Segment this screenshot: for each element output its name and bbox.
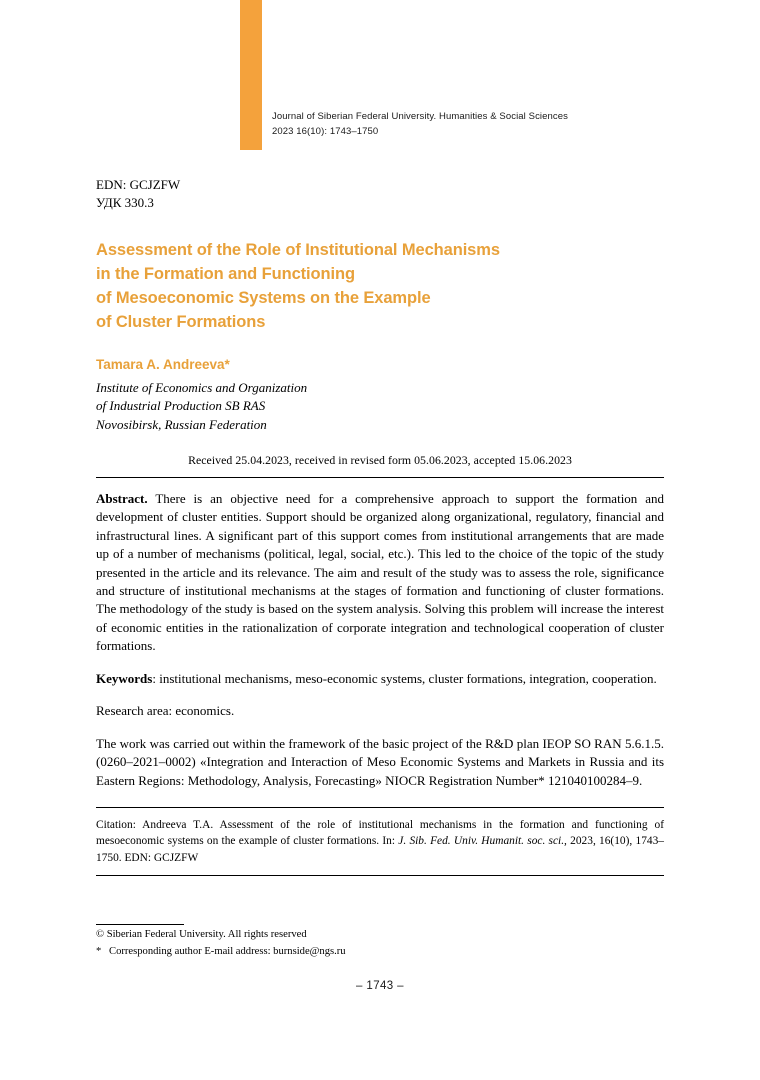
divider-above-abstract [96, 477, 664, 478]
article-title-line-2: in the Formation and Functioning [96, 264, 355, 283]
copyright-note: © Siberian Federal University. All rights reserved [96, 929, 307, 940]
keywords-paragraph [96, 670, 664, 688]
citation-block [96, 817, 664, 866]
article-title-line-3: of Mesoeconomic Systems on the Example [96, 288, 431, 307]
research-area: Research area: economics. [96, 703, 235, 719]
edn-code: EDN: GCJZFW [96, 177, 181, 192]
received-dates: Received 25.04.2023, received in revised form 05.06.2023, accepted 15.06.2023 [188, 452, 572, 467]
journal-issue-line: 2023 16(10): 1743–1750 [272, 125, 379, 137]
article-title [96, 239, 664, 335]
keywords-label: Keywords [96, 670, 153, 686]
divider-below-citation [96, 875, 664, 876]
affiliation-line-2: of Industrial Production SB RAS [96, 398, 266, 414]
footnote-separator [96, 924, 184, 925]
footnote-star-marker: * [96, 946, 102, 958]
abstract-label: Abstract. [96, 490, 148, 506]
article-content [96, 0, 664, 876]
affiliation-line-1: Institute of Economics and Organization [96, 379, 308, 395]
affiliation-line-3: Novosibirsk, Russian Federation [96, 417, 267, 433]
corresponding-author-note [96, 943, 664, 960]
corresponding-author-text: Corresponding author E-mail address: burnside@ngs.ru [109, 946, 346, 958]
citation-part-1: Citation: Andreeva T.A. Assessment of the role of institutional mechanisms in the formation and functioning of mesoeconomic systems on the example of cluster formations. In: [96, 819, 664, 848]
journal-title-line: Journal of Siberian Federal University. Humanities & Social Sciences [272, 111, 568, 122]
page-number: – 1743 – [356, 980, 404, 992]
citation-part-2: 2023, 16(10), 1743–1750. EDN: GCJZFW [96, 835, 664, 864]
author-name: Tamara A. Andreeva* [96, 356, 230, 372]
divider-above-citation [96, 807, 664, 808]
identifiers-block [96, 176, 664, 213]
abstract-paragraph [96, 490, 664, 656]
funding-note: The work was carried out within the framework of the basic project of the R&D plan IEOP SO RAN 5.6.1.5. (0260–2021–0002) «Integration and Interaction of Meso Economic Systems and Markets in Russia and its Eastern Regions: Methodology, Analysis, Forecasting» NIOCR Registration Number* 121040100284–9. [96, 735, 664, 788]
keywords-text: : institutional mechanisms, meso-economic systems, cluster formations, integration, cooperation. [152, 670, 657, 686]
author-affiliation [96, 379, 664, 435]
abstract-text: There is an objective need for a comprehensive approach to support the formation and development of cluster entities. Support should be organized along organizational, regulatory, financial and infrastructural lines. A significant part of this support comes from institutional arrangements that are made up of a number of mechanisms (political, legal, social, etc.). This led to the choice of the topic of the study presented in the article and its relevance. The aim and result of the study was to assess the role, significance and structure of institutional mechanisms at the stages of formation and functioning of cluster formations. The methodology of the study is based on the system analysis. Solving this problem will increase the interest of economic entities in the rationalization of corporate integration and technological cooperation of cluster formations. [96, 490, 664, 654]
citation-journal-abbrev: J. Sib. Fed. Univ. Humanit. soc. sci., [398, 835, 567, 848]
article-title-line-1: Assessment of the Role of Institutional Mechanisms [96, 240, 500, 259]
footnotes-block [96, 926, 664, 960]
article-title-line-4: of Cluster Formations [96, 312, 266, 331]
udk-code: УДК 330.3 [96, 195, 154, 211]
